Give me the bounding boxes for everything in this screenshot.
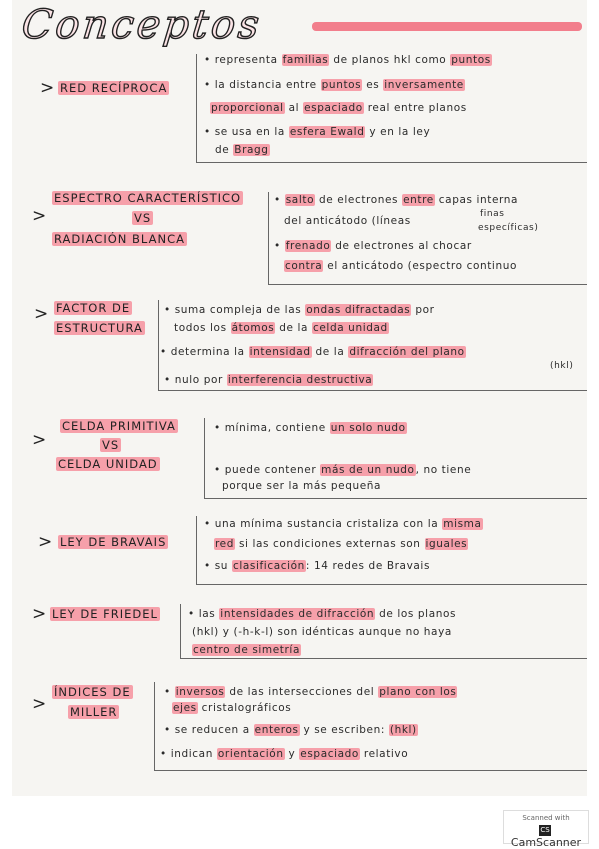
heading-red-reciproca: RED RECÍPROCA: [60, 81, 168, 95]
arrow-icon: >: [32, 206, 47, 226]
heading-vs: VS: [102, 438, 120, 452]
line: • inversos de las intersecciones del plano con los: [164, 686, 457, 698]
line: centro de simetría: [193, 644, 300, 656]
line: del anticátodo (líneas: [284, 215, 411, 227]
line: específicas): [478, 223, 539, 233]
camscanner-logo-icon: CS: [540, 825, 550, 834]
arrow-icon: >: [32, 604, 47, 624]
heading-estructura: ESTRUCTURA: [56, 321, 143, 335]
line: finas: [480, 209, 505, 219]
line: ejes cristalográficos: [173, 702, 292, 714]
line: contra el anticátodo (espectro continuo: [285, 260, 517, 272]
arrow-icon: >: [32, 694, 47, 714]
line: • la distancia entre puntos es inversamente: [204, 79, 464, 91]
line: • su clasificación: 14 redes de Bravais: [204, 560, 431, 572]
arrow-icon: >: [40, 78, 55, 98]
line: • se usa en la esfera Ewald y en la ley: [204, 126, 431, 138]
line: (hkl) y (-h-k-l) son idénticas aunque no haya: [192, 626, 452, 638]
arrow-icon: >: [38, 532, 53, 552]
line: porque ser la más pequeña: [222, 480, 382, 492]
title-underline: [312, 22, 582, 31]
heading-espectro: ESPECTRO CARACTERÍSTICO: [54, 191, 242, 205]
line: red si las condiciones externas son iguales: [215, 538, 468, 550]
heading-friedel: LEY DE FRIEDEL: [52, 607, 158, 621]
heading-vs: VS: [134, 211, 152, 225]
line: todos los átomos de la celda unidad: [174, 322, 388, 334]
heading-celda-unidad: CELDA UNIDAD: [58, 457, 158, 471]
heading-indices: ÍNDICES DE: [54, 685, 131, 699]
line: • las intensidades de difracción de los planos: [188, 608, 457, 620]
line: • salto de electrones entre capas interna: [274, 194, 519, 206]
line: de Bragg: [215, 144, 269, 156]
line: • frenado de electrones al chocar: [274, 240, 472, 252]
line: • representa familias de planos hkl como puntos: [204, 54, 491, 66]
line: • indican orientación y espaciado relativo: [160, 748, 409, 760]
line: proporcional al espaciado real entre planos: [211, 102, 467, 114]
watermark-brand: CamScanner: [510, 836, 582, 849]
line: • se reducen a enteros y se escriben: (hkl): [164, 724, 417, 736]
heading-factor: FACTOR DE: [56, 301, 131, 315]
line: • nulo por interferencia destructiva: [164, 374, 373, 386]
camscanner-watermark: [503, 810, 589, 849]
heading-bravais: LEY DE BRAVAIS: [60, 535, 167, 549]
heading-celda-primitiva: CELDA PRIMITIVA: [62, 419, 176, 433]
line: (hkl): [550, 361, 574, 371]
page-title: Conceptos: [19, 2, 265, 48]
watermark-caption: Scanned with: [522, 814, 570, 822]
line: • mínima, contiene un solo nudo: [214, 422, 406, 434]
heading-miller: MILLER: [70, 705, 118, 719]
line: • una mínima sustancia cristaliza con la misma: [204, 518, 482, 530]
line: • determina la intensidad de la difracción del plano: [160, 346, 465, 358]
arrow-icon: >: [32, 430, 47, 450]
line: • suma compleja de las ondas difractadas por: [164, 304, 435, 316]
arrow-icon: >: [34, 304, 49, 324]
line: • puede contener más de un nudo, no tiene: [214, 464, 472, 476]
heading-radiacion: RADIACIÓN BLANCA: [54, 232, 185, 246]
